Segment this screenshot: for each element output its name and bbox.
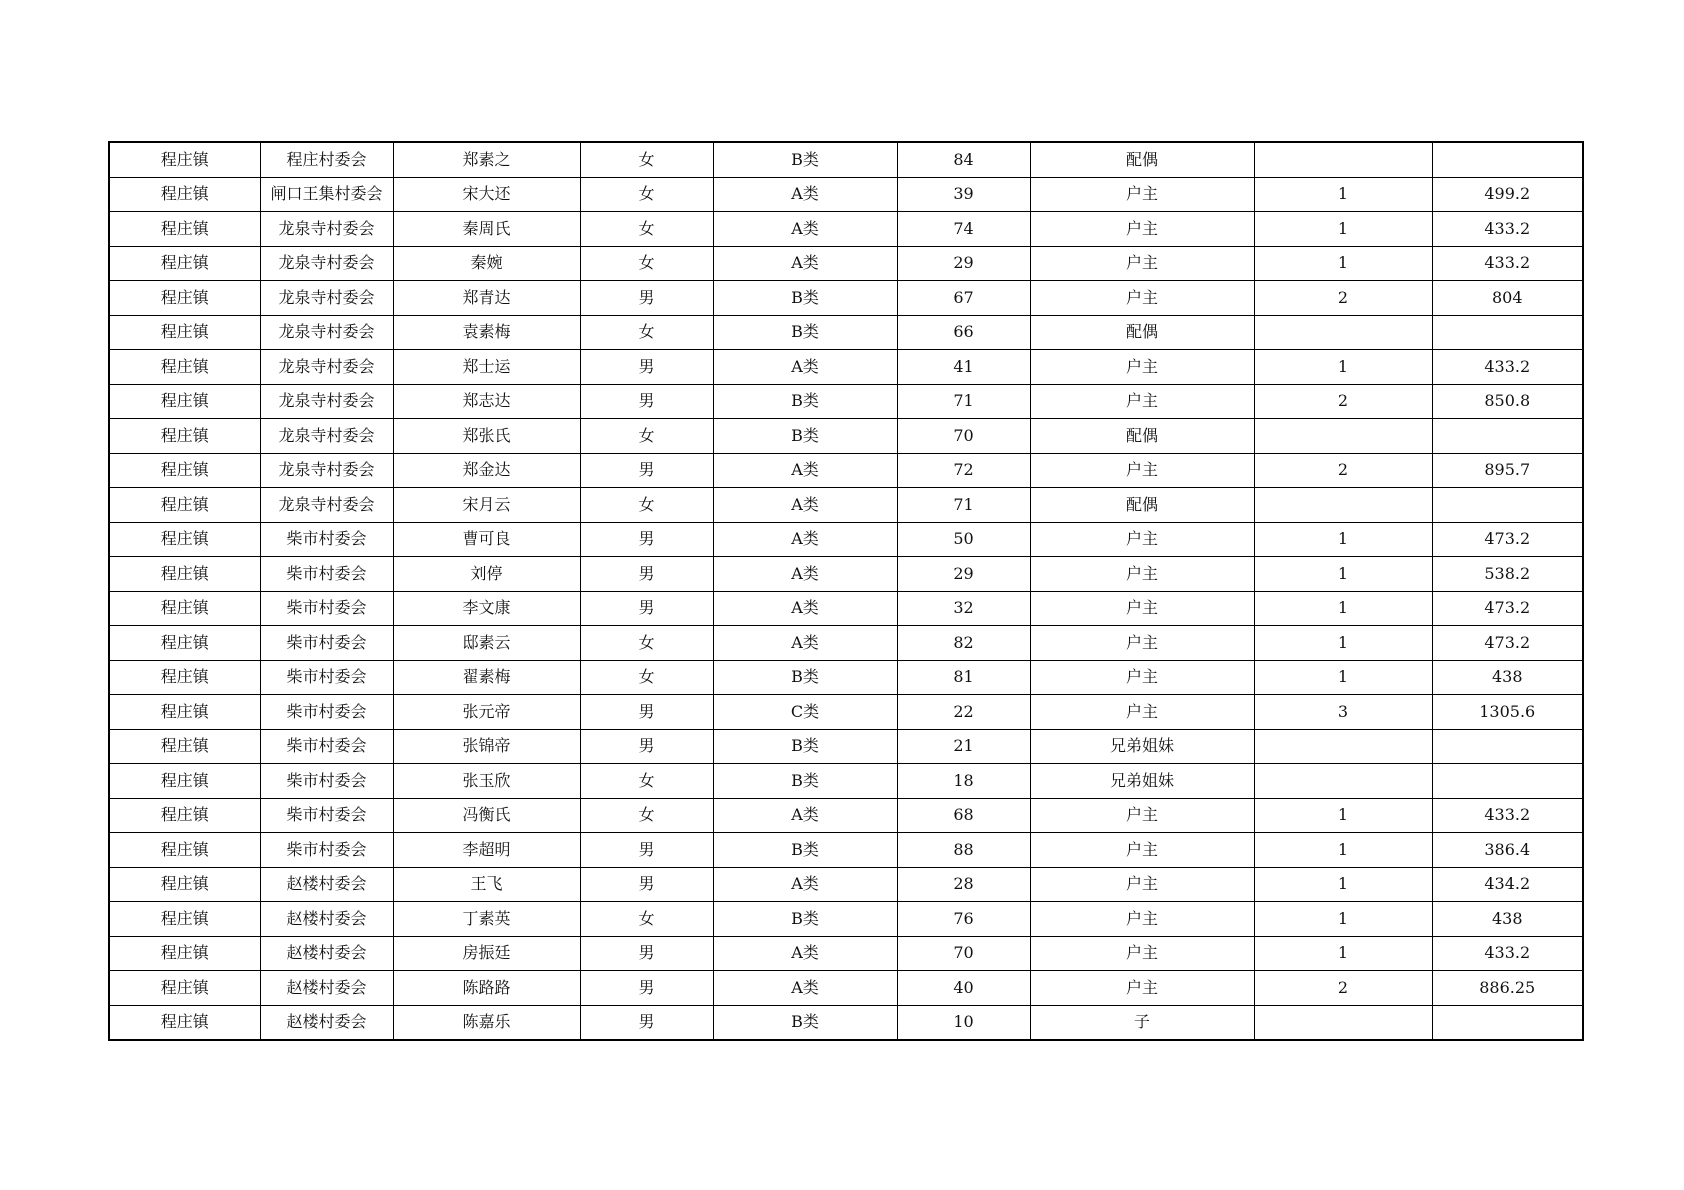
town-cell: 程庄镇: [109, 695, 260, 730]
age-cell: 10: [897, 1005, 1030, 1040]
relation-cell: 户主: [1030, 971, 1254, 1006]
table-row: [109, 384, 1583, 419]
table-row: [109, 246, 1583, 281]
household-size-cell: [1254, 1005, 1432, 1040]
gender-cell: 男: [580, 281, 713, 316]
town-cell: 程庄镇: [109, 384, 260, 419]
village-committee-cell: 柴市村委会: [260, 591, 393, 626]
gender-cell: 女: [580, 902, 713, 937]
table-row: [109, 798, 1583, 833]
category-cell: A类: [713, 591, 897, 626]
town-cell: 程庄镇: [109, 833, 260, 868]
category-cell: B类: [713, 142, 897, 177]
amount-cell: [1432, 1005, 1583, 1040]
relation-cell: 户主: [1030, 867, 1254, 902]
roster-body: [109, 142, 1583, 1040]
table-row: [109, 212, 1583, 247]
town-cell: 程庄镇: [109, 798, 260, 833]
table-row: [109, 764, 1583, 799]
household-size-cell: 2: [1254, 281, 1432, 316]
village-committee-cell: 柴市村委会: [260, 764, 393, 799]
household-size-cell: 1: [1254, 246, 1432, 281]
household-size-cell: [1254, 315, 1432, 350]
village-committee-cell: 龙泉寺村委会: [260, 419, 393, 454]
household-size-cell: 1: [1254, 798, 1432, 833]
amount-cell: 473.2: [1432, 522, 1583, 557]
amount-cell: [1432, 419, 1583, 454]
relation-cell: 户主: [1030, 798, 1254, 833]
name-cell: 张锦帝: [393, 729, 580, 764]
table-row: [109, 833, 1583, 868]
relation-cell: 户主: [1030, 384, 1254, 419]
category-cell: A类: [713, 177, 897, 212]
gender-cell: 男: [580, 695, 713, 730]
town-cell: 程庄镇: [109, 764, 260, 799]
category-cell: B类: [713, 1005, 897, 1040]
relation-cell: 配偶: [1030, 488, 1254, 523]
age-cell: 74: [897, 212, 1030, 247]
gender-cell: 女: [580, 315, 713, 350]
relation-cell: 户主: [1030, 660, 1254, 695]
town-cell: 程庄镇: [109, 419, 260, 454]
name-cell: 冯衡氏: [393, 798, 580, 833]
name-cell: 秦婉: [393, 246, 580, 281]
village-committee-cell: 柴市村委会: [260, 695, 393, 730]
age-cell: 72: [897, 453, 1030, 488]
name-cell: 丁素英: [393, 902, 580, 937]
roster-table: [108, 141, 1584, 1041]
gender-cell: 女: [580, 177, 713, 212]
amount-cell: 473.2: [1432, 626, 1583, 661]
table-row: [109, 902, 1583, 937]
household-size-cell: 1: [1254, 522, 1432, 557]
household-size-cell: 1: [1254, 867, 1432, 902]
gender-cell: 男: [580, 1005, 713, 1040]
gender-cell: 女: [580, 660, 713, 695]
table-row: [109, 557, 1583, 592]
relation-cell: 兄弟姐妹: [1030, 764, 1254, 799]
category-cell: A类: [713, 936, 897, 971]
table-row: [109, 660, 1583, 695]
amount-cell: [1432, 764, 1583, 799]
table-row: [109, 695, 1583, 730]
name-cell: 李超明: [393, 833, 580, 868]
relation-cell: 户主: [1030, 626, 1254, 661]
name-cell: 秦周氏: [393, 212, 580, 247]
amount-cell: 804: [1432, 281, 1583, 316]
household-size-cell: [1254, 764, 1432, 799]
household-size-cell: 1: [1254, 660, 1432, 695]
category-cell: B类: [713, 281, 897, 316]
age-cell: 21: [897, 729, 1030, 764]
category-cell: A类: [713, 557, 897, 592]
category-cell: B类: [713, 660, 897, 695]
town-cell: 程庄镇: [109, 1005, 260, 1040]
age-cell: 50: [897, 522, 1030, 557]
table-row: [109, 350, 1583, 385]
amount-cell: [1432, 488, 1583, 523]
gender-cell: 女: [580, 798, 713, 833]
category-cell: B类: [713, 315, 897, 350]
gender-cell: 男: [580, 936, 713, 971]
amount-cell: [1432, 315, 1583, 350]
age-cell: 71: [897, 384, 1030, 419]
relation-cell: 户主: [1030, 281, 1254, 316]
town-cell: 程庄镇: [109, 281, 260, 316]
amount-cell: 1305.6: [1432, 695, 1583, 730]
name-cell: 郑金达: [393, 453, 580, 488]
name-cell: 陈嘉乐: [393, 1005, 580, 1040]
age-cell: 81: [897, 660, 1030, 695]
relation-cell: 户主: [1030, 453, 1254, 488]
name-cell: 郑士运: [393, 350, 580, 385]
name-cell: 郑志达: [393, 384, 580, 419]
age-cell: 71: [897, 488, 1030, 523]
village-committee-cell: 赵楼村委会: [260, 971, 393, 1006]
age-cell: 88: [897, 833, 1030, 868]
age-cell: 67: [897, 281, 1030, 316]
table-row: [109, 626, 1583, 661]
gender-cell: 男: [580, 384, 713, 419]
amount-cell: 895.7: [1432, 453, 1583, 488]
table-row: [109, 281, 1583, 316]
village-committee-cell: 柴市村委会: [260, 626, 393, 661]
name-cell: 宋月云: [393, 488, 580, 523]
table-row: [109, 591, 1583, 626]
category-cell: B类: [713, 419, 897, 454]
household-size-cell: 1: [1254, 936, 1432, 971]
gender-cell: 男: [580, 833, 713, 868]
village-committee-cell: 赵楼村委会: [260, 902, 393, 937]
gender-cell: 男: [580, 453, 713, 488]
town-cell: 程庄镇: [109, 350, 260, 385]
category-cell: B类: [713, 764, 897, 799]
category-cell: B类: [713, 902, 897, 937]
household-size-cell: [1254, 488, 1432, 523]
amount-cell: 433.2: [1432, 350, 1583, 385]
household-size-cell: 3: [1254, 695, 1432, 730]
category-cell: A类: [713, 798, 897, 833]
village-committee-cell: 龙泉寺村委会: [260, 315, 393, 350]
name-cell: 张玉欣: [393, 764, 580, 799]
age-cell: 29: [897, 557, 1030, 592]
amount-cell: 386.4: [1432, 833, 1583, 868]
town-cell: 程庄镇: [109, 522, 260, 557]
name-cell: 王飞: [393, 867, 580, 902]
town-cell: 程庄镇: [109, 557, 260, 592]
town-cell: 程庄镇: [109, 626, 260, 661]
village-committee-cell: 柴市村委会: [260, 557, 393, 592]
table-row: [109, 867, 1583, 902]
village-committee-cell: 柴市村委会: [260, 522, 393, 557]
table-row: [109, 971, 1583, 1006]
town-cell: 程庄镇: [109, 315, 260, 350]
village-committee-cell: 柴市村委会: [260, 798, 393, 833]
category-cell: A类: [713, 350, 897, 385]
gender-cell: 女: [580, 764, 713, 799]
amount-cell: 433.2: [1432, 246, 1583, 281]
age-cell: 82: [897, 626, 1030, 661]
relation-cell: 户主: [1030, 695, 1254, 730]
household-size-cell: 2: [1254, 384, 1432, 419]
gender-cell: 男: [580, 591, 713, 626]
amount-cell: 433.2: [1432, 212, 1583, 247]
relation-cell: 子: [1030, 1005, 1254, 1040]
household-size-cell: 1: [1254, 902, 1432, 937]
village-committee-cell: 赵楼村委会: [260, 867, 393, 902]
village-committee-cell: 柴市村委会: [260, 660, 393, 695]
category-cell: C类: [713, 695, 897, 730]
town-cell: 程庄镇: [109, 142, 260, 177]
relation-cell: 户主: [1030, 246, 1254, 281]
village-committee-cell: 龙泉寺村委会: [260, 350, 393, 385]
age-cell: 29: [897, 246, 1030, 281]
gender-cell: 女: [580, 626, 713, 661]
relation-cell: 户主: [1030, 350, 1254, 385]
name-cell: 刘停: [393, 557, 580, 592]
gender-cell: 男: [580, 557, 713, 592]
town-cell: 程庄镇: [109, 177, 260, 212]
name-cell: 郑素之: [393, 142, 580, 177]
gender-cell: 女: [580, 246, 713, 281]
name-cell: 李文康: [393, 591, 580, 626]
amount-cell: 473.2: [1432, 591, 1583, 626]
age-cell: 70: [897, 419, 1030, 454]
household-size-cell: 1: [1254, 626, 1432, 661]
amount-cell: 850.8: [1432, 384, 1583, 419]
relation-cell: 户主: [1030, 212, 1254, 247]
amount-cell: 499.2: [1432, 177, 1583, 212]
household-size-cell: [1254, 142, 1432, 177]
gender-cell: 男: [580, 350, 713, 385]
household-size-cell: 1: [1254, 833, 1432, 868]
table-row: [109, 177, 1583, 212]
category-cell: A类: [713, 867, 897, 902]
town-cell: 程庄镇: [109, 246, 260, 281]
amount-cell: 433.2: [1432, 936, 1583, 971]
town-cell: 程庄镇: [109, 591, 260, 626]
relation-cell: 户主: [1030, 936, 1254, 971]
household-size-cell: 1: [1254, 350, 1432, 385]
relation-cell: 户主: [1030, 177, 1254, 212]
category-cell: B类: [713, 833, 897, 868]
relation-cell: 户主: [1030, 833, 1254, 868]
age-cell: 40: [897, 971, 1030, 1006]
household-size-cell: [1254, 419, 1432, 454]
age-cell: 28: [897, 867, 1030, 902]
table-row: [109, 936, 1583, 971]
category-cell: A类: [713, 212, 897, 247]
village-committee-cell: 龙泉寺村委会: [260, 453, 393, 488]
age-cell: 39: [897, 177, 1030, 212]
table-row: [109, 315, 1583, 350]
town-cell: 程庄镇: [109, 212, 260, 247]
table-row: [109, 419, 1583, 454]
village-committee-cell: 赵楼村委会: [260, 936, 393, 971]
age-cell: 84: [897, 142, 1030, 177]
age-cell: 68: [897, 798, 1030, 833]
household-size-cell: 2: [1254, 971, 1432, 1006]
village-committee-cell: 赵楼村委会: [260, 1005, 393, 1040]
household-size-cell: 1: [1254, 177, 1432, 212]
category-cell: A类: [713, 453, 897, 488]
category-cell: B类: [713, 729, 897, 764]
name-cell: 张元帝: [393, 695, 580, 730]
amount-cell: 438: [1432, 660, 1583, 695]
table-row: [109, 522, 1583, 557]
gender-cell: 男: [580, 867, 713, 902]
amount-cell: [1432, 142, 1583, 177]
relation-cell: 配偶: [1030, 142, 1254, 177]
household-size-cell: 1: [1254, 591, 1432, 626]
household-size-cell: [1254, 729, 1432, 764]
village-committee-cell: 龙泉寺村委会: [260, 384, 393, 419]
name-cell: 郑青达: [393, 281, 580, 316]
name-cell: 曹可良: [393, 522, 580, 557]
name-cell: 房振廷: [393, 936, 580, 971]
village-committee-cell: 龙泉寺村委会: [260, 281, 393, 316]
gender-cell: 女: [580, 142, 713, 177]
amount-cell: 433.2: [1432, 798, 1583, 833]
age-cell: 32: [897, 591, 1030, 626]
relation-cell: 户主: [1030, 591, 1254, 626]
table-row: [109, 729, 1583, 764]
village-committee-cell: 闸口王集村委会: [260, 177, 393, 212]
town-cell: 程庄镇: [109, 488, 260, 523]
table-row: [109, 453, 1583, 488]
age-cell: 18: [897, 764, 1030, 799]
age-cell: 66: [897, 315, 1030, 350]
table-row: [109, 1005, 1583, 1040]
table-row: [109, 142, 1583, 177]
relation-cell: 配偶: [1030, 315, 1254, 350]
town-cell: 程庄镇: [109, 867, 260, 902]
category-cell: A类: [713, 488, 897, 523]
relation-cell: 配偶: [1030, 419, 1254, 454]
gender-cell: 男: [580, 522, 713, 557]
age-cell: 22: [897, 695, 1030, 730]
town-cell: 程庄镇: [109, 902, 260, 937]
age-cell: 76: [897, 902, 1030, 937]
table-row: [109, 488, 1583, 523]
amount-cell: 434.2: [1432, 867, 1583, 902]
name-cell: 邸素云: [393, 626, 580, 661]
relation-cell: 兄弟姐妹: [1030, 729, 1254, 764]
village-committee-cell: 龙泉寺村委会: [260, 246, 393, 281]
category-cell: A类: [713, 626, 897, 661]
amount-cell: [1432, 729, 1583, 764]
village-committee-cell: 柴市村委会: [260, 729, 393, 764]
town-cell: 程庄镇: [109, 971, 260, 1006]
gender-cell: 女: [580, 488, 713, 523]
village-committee-cell: 龙泉寺村委会: [260, 488, 393, 523]
village-committee-cell: 程庄村委会: [260, 142, 393, 177]
name-cell: 袁素梅: [393, 315, 580, 350]
name-cell: 郑张氏: [393, 419, 580, 454]
village-committee-cell: 龙泉寺村委会: [260, 212, 393, 247]
amount-cell: 538.2: [1432, 557, 1583, 592]
amount-cell: 886.25: [1432, 971, 1583, 1006]
gender-cell: 男: [580, 729, 713, 764]
name-cell: 陈路路: [393, 971, 580, 1006]
category-cell: A类: [713, 971, 897, 1006]
village-committee-cell: 柴市村委会: [260, 833, 393, 868]
household-size-cell: 1: [1254, 212, 1432, 247]
amount-cell: 438: [1432, 902, 1583, 937]
age-cell: 70: [897, 936, 1030, 971]
gender-cell: 女: [580, 419, 713, 454]
town-cell: 程庄镇: [109, 936, 260, 971]
relation-cell: 户主: [1030, 902, 1254, 937]
town-cell: 程庄镇: [109, 453, 260, 488]
household-size-cell: 2: [1254, 453, 1432, 488]
relation-cell: 户主: [1030, 557, 1254, 592]
town-cell: 程庄镇: [109, 660, 260, 695]
age-cell: 41: [897, 350, 1030, 385]
name-cell: 宋大还: [393, 177, 580, 212]
relation-cell: 户主: [1030, 522, 1254, 557]
town-cell: 程庄镇: [109, 729, 260, 764]
name-cell: 翟素梅: [393, 660, 580, 695]
category-cell: A类: [713, 522, 897, 557]
gender-cell: 女: [580, 212, 713, 247]
category-cell: A类: [713, 246, 897, 281]
category-cell: B类: [713, 384, 897, 419]
household-size-cell: 1: [1254, 557, 1432, 592]
gender-cell: 男: [580, 971, 713, 1006]
